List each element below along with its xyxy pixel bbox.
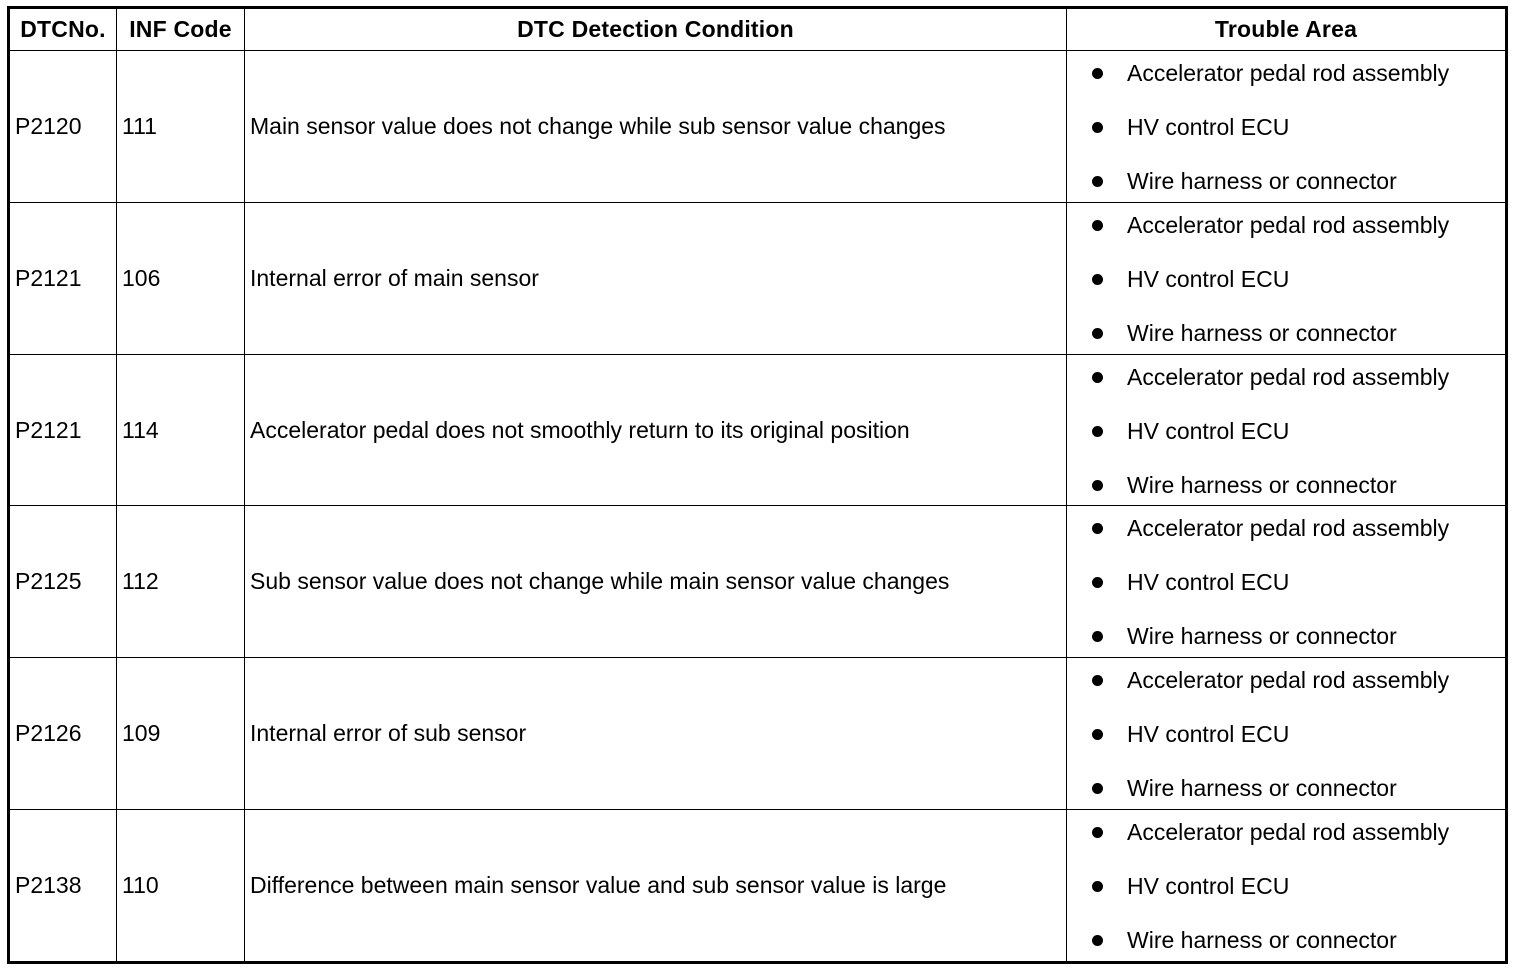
bullet-icon	[1092, 827, 1103, 838]
table-row	[9, 354, 1507, 506]
inf-code-cell: 114	[117, 354, 245, 506]
list-item	[1067, 165, 1505, 197]
table-header	[9, 8, 1507, 51]
table-row	[9, 810, 1507, 963]
bullet-icon	[1092, 631, 1103, 642]
dtc-table	[7, 6, 1508, 964]
bullet-icon	[1092, 783, 1103, 794]
trouble-area-text: Accelerator pedal rod assembly	[1127, 819, 1450, 846]
list-item	[1067, 871, 1505, 903]
list-item	[1067, 665, 1505, 697]
bullet-icon	[1092, 523, 1103, 534]
trouble-area-cell	[1067, 354, 1507, 506]
bullet-icon	[1092, 729, 1103, 740]
list-item	[1067, 263, 1505, 295]
table-row	[9, 51, 1507, 203]
trouble-area-cell	[1067, 810, 1507, 963]
trouble-area-text: HV control ECU	[1127, 417, 1290, 444]
list-item	[1067, 57, 1505, 89]
detection-condition-cell: Internal error of sub sensor	[245, 658, 1067, 810]
header-inf-code: INF Code	[117, 8, 245, 51]
inf-code-cell: 109	[117, 658, 245, 810]
bullet-icon	[1092, 176, 1103, 187]
header-dtc-no: DTCNo.	[9, 8, 117, 51]
trouble-area-text: HV control ECU	[1127, 721, 1290, 748]
detection-condition-cell: Difference between main sensor value and sub sensor value is large	[245, 810, 1067, 963]
header-trouble-area: Trouble Area	[1067, 8, 1507, 51]
bullet-icon	[1092, 426, 1103, 437]
bullet-icon	[1092, 935, 1103, 946]
dtc-number-cell: P2120	[9, 51, 117, 203]
trouble-area-text: HV control ECU	[1127, 265, 1290, 292]
table-row	[9, 202, 1507, 354]
trouble-area-text: Wire harness or connector	[1127, 775, 1397, 802]
list-item	[1067, 621, 1505, 653]
detection-condition-cell: Accelerator pedal does not smoothly return to its original position	[245, 354, 1067, 506]
bullet-icon	[1092, 372, 1103, 383]
bullet-icon	[1092, 274, 1103, 285]
list-item	[1067, 817, 1505, 849]
trouble-area-list	[1067, 51, 1505, 201]
list-item	[1067, 719, 1505, 751]
trouble-area-list	[1067, 355, 1505, 505]
trouble-area-list	[1067, 811, 1505, 961]
trouble-area-text: Wire harness or connector	[1127, 623, 1397, 650]
table-row	[9, 658, 1507, 810]
list-item	[1067, 361, 1505, 393]
list-item	[1067, 773, 1505, 805]
inf-code-cell: 111	[117, 51, 245, 203]
list-item	[1067, 513, 1505, 545]
detection-condition-cell: Main sensor value does not change while sub sensor value changes	[245, 51, 1067, 203]
list-item	[1067, 209, 1505, 241]
trouble-area-cell	[1067, 506, 1507, 658]
trouble-area-text: Accelerator pedal rod assembly	[1127, 59, 1450, 86]
bullet-icon	[1092, 675, 1103, 686]
trouble-area-cell	[1067, 51, 1507, 203]
detection-condition-cell: Sub sensor value does not change while main sensor value changes	[245, 506, 1067, 658]
trouble-area-list	[1067, 507, 1505, 657]
trouble-area-cell	[1067, 202, 1507, 354]
trouble-area-text: Wire harness or connector	[1127, 471, 1397, 498]
trouble-area-text: HV control ECU	[1127, 569, 1290, 596]
table-row	[9, 506, 1507, 658]
trouble-area-cell	[1067, 658, 1507, 810]
trouble-area-text: HV control ECU	[1127, 113, 1290, 140]
bullet-icon	[1092, 881, 1103, 892]
bullet-icon	[1092, 220, 1103, 231]
bullet-icon	[1092, 328, 1103, 339]
detection-condition-cell: Internal error of main sensor	[245, 202, 1067, 354]
trouble-area-text: Wire harness or connector	[1127, 167, 1397, 194]
bullet-icon	[1092, 122, 1103, 133]
list-item	[1067, 415, 1505, 447]
list-item	[1067, 469, 1505, 501]
inf-code-cell: 112	[117, 506, 245, 658]
dtc-number-cell: P2138	[9, 810, 117, 963]
table-body	[9, 51, 1507, 963]
trouble-area-list	[1067, 203, 1505, 353]
header-detection-condition: DTC Detection Condition	[245, 8, 1067, 51]
trouble-area-text: Accelerator pedal rod assembly	[1127, 667, 1450, 694]
dtc-number-cell: P2121	[9, 354, 117, 506]
trouble-area-text: Accelerator pedal rod assembly	[1127, 211, 1450, 238]
trouble-area-text: Wire harness or connector	[1127, 319, 1397, 346]
bullet-icon	[1092, 577, 1103, 588]
trouble-area-text: Accelerator pedal rod assembly	[1127, 363, 1450, 390]
dtc-number-cell: P2125	[9, 506, 117, 658]
list-item	[1067, 925, 1505, 957]
header-row	[9, 8, 1507, 51]
trouble-area-list	[1067, 659, 1505, 809]
list-item	[1067, 567, 1505, 599]
trouble-area-text: HV control ECU	[1127, 873, 1290, 900]
trouble-area-text: Wire harness or connector	[1127, 927, 1397, 954]
bullet-icon	[1092, 68, 1103, 79]
dtc-number-cell: P2121	[9, 202, 117, 354]
inf-code-cell: 106	[117, 202, 245, 354]
inf-code-cell: 110	[117, 810, 245, 963]
list-item	[1067, 317, 1505, 349]
bullet-icon	[1092, 480, 1103, 491]
dtc-number-cell: P2126	[9, 658, 117, 810]
list-item	[1067, 111, 1505, 143]
trouble-area-text: Accelerator pedal rod assembly	[1127, 515, 1450, 542]
